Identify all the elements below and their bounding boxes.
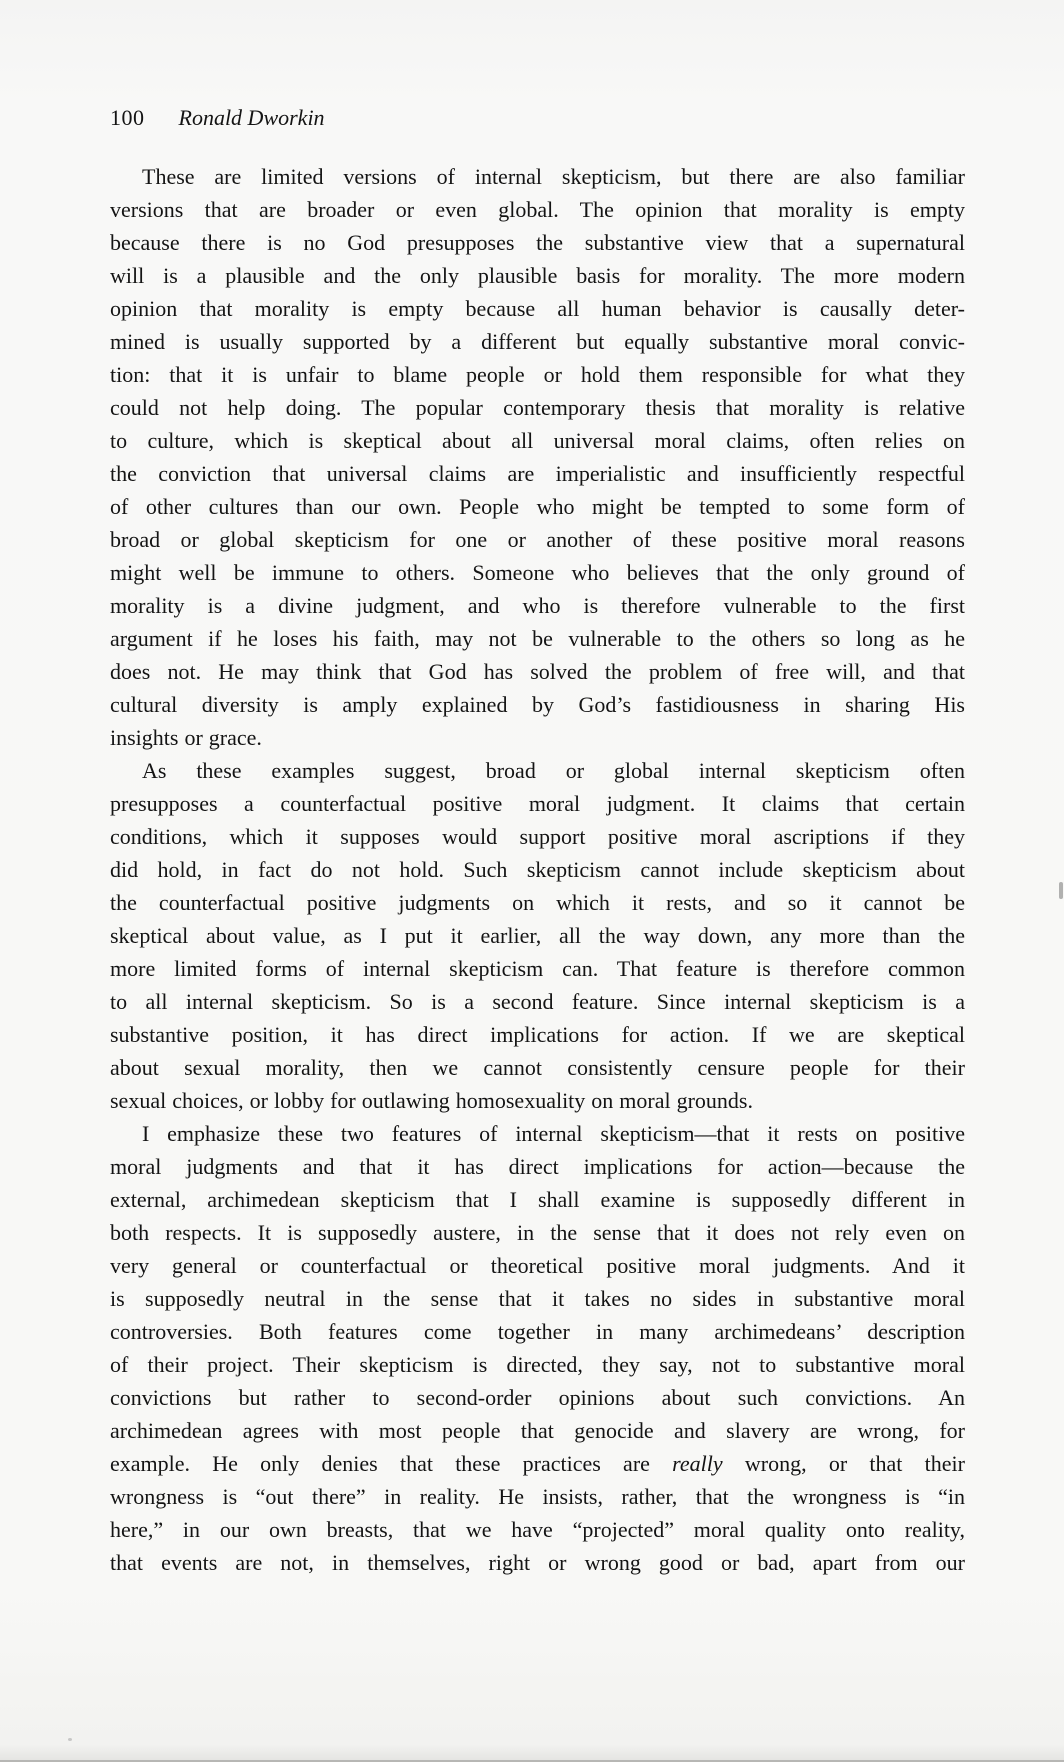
text-line: insights or grace. xyxy=(110,725,262,750)
text-line: I emphasize these two features of internal skepticism—that it rests on positive xyxy=(142,1121,965,1146)
text-line: controversies. Both features come together in many archimedeans’ description xyxy=(110,1319,965,1344)
text-line: more limited forms of internal skepticism can. That feature is therefore common xyxy=(110,956,965,981)
text-line: of their project. Their skepticism is directed, they say, not to substantive moral xyxy=(110,1352,965,1377)
text-line: tion: that it is unfair to blame people or hold them responsible for what they xyxy=(110,362,965,387)
text-line: moral judgments and that it has direct implications for action—because the xyxy=(110,1154,965,1179)
text-line: that events are not, in themselves, right or wrong good or bad, apart from our xyxy=(110,1550,965,1575)
text-line: As these examples suggest, broad or global internal skepticism often xyxy=(142,758,965,783)
text-line: archimedean agrees with most people that genocide and slavery are wrong, for xyxy=(110,1418,965,1443)
text-line: both respects. It is supposedly austere, in the sense that it does not rely even on xyxy=(110,1220,965,1245)
text-line: broad or global skepticism for one or another of these positive moral reasons xyxy=(110,527,965,552)
running-head: Ronald Dworkin xyxy=(178,105,325,130)
text-line: might well be immune to others. Someone who believes that the only ground of xyxy=(110,560,965,585)
text-line: of other cultures than our own. People who might be tempted to some form of xyxy=(110,494,965,519)
text-line: does not. He may think that God has solved the problem of free will, and that xyxy=(110,659,965,684)
text-line: These are limited versions of internal skepticism, but there are also familiar xyxy=(142,164,965,189)
scan-artifact xyxy=(68,1738,72,1741)
scan-artifact xyxy=(1059,882,1063,899)
text-line: wrongness is “out there” in reality. He insists, rather, that the wrongness is “in xyxy=(110,1484,965,1509)
text-line: argument if he loses his faith, may not be vulnerable to the others so long as he xyxy=(110,626,965,651)
text-line: here,” in our own breasts, that we have “projected” moral quality onto reality, xyxy=(110,1517,965,1542)
text-line: very general or counterfactual or theoretical positive moral judgments. And it xyxy=(110,1253,965,1278)
text-line: versions that are broader or even global. The opinion that morality is empty xyxy=(110,197,965,222)
paragraph xyxy=(110,754,965,1117)
text-line: to all internal skepticism. So is a second feature. Since internal skepticism is a xyxy=(110,989,965,1014)
text-line: is supposedly neutral in the sense that it takes no sides in substantive moral xyxy=(110,1286,965,1311)
running-header xyxy=(110,104,325,132)
text-line: morality is a divine judgment, and who is therefore vulnerable to the first xyxy=(110,593,965,618)
text-block xyxy=(110,160,965,1579)
text-line: external, archimedean skepticism that I shall examine is supposedly different in xyxy=(110,1187,965,1212)
text-line: presupposes a counterfactual positive moral judgment. It claims that certain xyxy=(110,791,965,816)
text-line: sexual choices, or lobby for outlawing homosexuality on moral grounds. xyxy=(110,1088,753,1113)
page-number: 100 xyxy=(110,105,145,130)
text-line: convictions but rather to second-order opinions about such convictions. An xyxy=(110,1385,965,1410)
text-line: substantive position, it has direct implications for action. If we are skeptical xyxy=(110,1022,965,1047)
paragraph xyxy=(110,1117,965,1579)
text-line: did hold, in fact do not hold. Such skepticism cannot include skepticism about xyxy=(110,857,965,882)
text-line: the counterfactual positive judgments on which it rests, and so it cannot be xyxy=(110,890,965,915)
text-line: will is a plausible and the only plausible basis for morality. The more modern xyxy=(110,263,965,288)
text-line: could not help doing. The popular contemporary thesis that morality is relative xyxy=(110,395,965,420)
text-line: the conviction that universal claims are imperialistic and insufficiently respectful xyxy=(110,461,965,486)
paragraph xyxy=(110,160,965,754)
text-line: about sexual morality, then we cannot consistently censure people for their xyxy=(110,1055,965,1080)
text-line: conditions, which it supposes would support positive moral ascriptions if they xyxy=(110,824,965,849)
text-line: to culture, which is skeptical about all universal moral claims, often relies on xyxy=(110,428,965,453)
text-line: example. He only denies that these practices are really wrong, or that their xyxy=(110,1451,965,1476)
text-line: cultural diversity is amply explained by God’s fastidiousness in sharing His xyxy=(110,692,965,717)
text-line: because there is no God presupposes the substantive view that a supernatural xyxy=(110,230,965,255)
text-line: opinion that morality is empty because all human behavior is causally deter- xyxy=(110,296,965,321)
text-line: skeptical about value, as I put it earlier, all the way down, any more than the xyxy=(110,923,965,948)
text-line: mined is usually supported by a different but equally substantive moral convic- xyxy=(110,329,965,354)
